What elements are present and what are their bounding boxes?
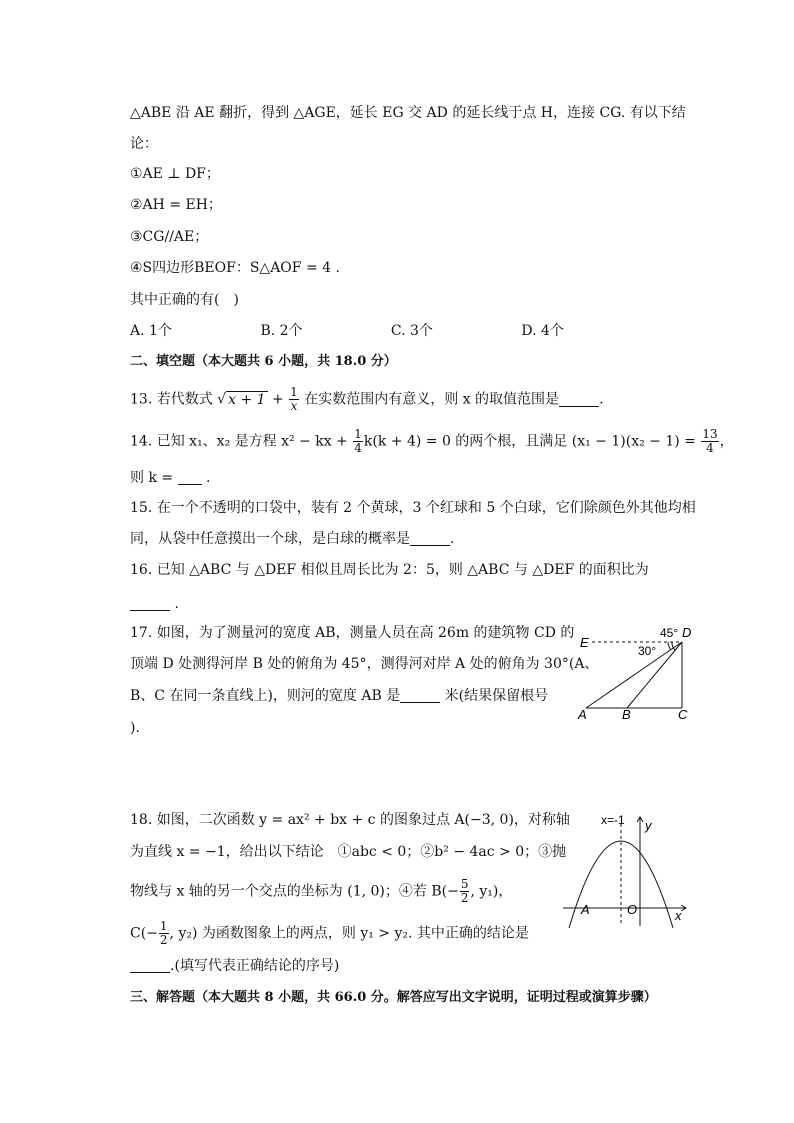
q13-sqrt: x + 1	[228, 391, 266, 408]
question-17-line4: ).	[130, 720, 140, 736]
q17-text-line3: B、C 在同一条直线上)，则河的宽度 AB 是	[130, 688, 401, 704]
question-16	[130, 560, 649, 580]
q12-item-1: ①AE ⊥ DF；	[130, 166, 220, 182]
q12-options	[130, 321, 647, 341]
question-17-line3: B、C 在同一条直线上)，则河的宽度 AB 是 米(结果保留根号	[130, 688, 549, 704]
q14-fraction-2: $\frac{13}{4}$	[702, 427, 718, 455]
fig18-symmetry-label: x=-1	[601, 813, 625, 827]
q17-text: 如图，为了测量河的宽度 AB，测量人员在高 26m 的建筑物 CD 的	[156, 625, 575, 641]
fig17-label-30: 30°	[638, 644, 657, 658]
q12-stem-line2: 论：	[130, 136, 158, 152]
q13-fraction: $\frac{1}{x}$	[290, 385, 298, 413]
q12-item-2: ②AH = EH；	[130, 197, 222, 213]
question-15	[130, 498, 696, 518]
fig18-label-O: O	[627, 902, 638, 917]
q15-text-line2: 同，从袋中任意摸出一个球，是白球的概率是	[130, 531, 410, 547]
fig17-label-A: A	[578, 707, 587, 722]
question-18-line5: .(填写代表正确结论的序号)	[130, 956, 339, 976]
fig17-angle-arc-2	[668, 642, 671, 650]
fig18-label-x: x	[675, 908, 682, 923]
q18-answer-blank[interactable]	[130, 958, 170, 973]
question-14-line2: 则 k = .	[130, 470, 211, 486]
q18-number: 18.	[130, 812, 153, 828]
question-18-line3: 物线与 x 轴的另一个交点的坐标为 (1, 0)；④若 B(− $\frac{5}{2}$ , y₁)，	[130, 877, 513, 905]
q18-text-line4: C(−	[130, 925, 158, 942]
question-13: 13. 若代数式 √ x + 1 + $\frac{1}{x}$ 在实数范围内有意义，则 x 的取值范围是 .	[130, 385, 604, 413]
section-2-heading: 二、填空题（本大题共 6 小题，共 18.0 分）	[130, 354, 397, 369]
fig17-label-C: C	[678, 707, 688, 722]
q14-text: 已知 x₁、x₂ 是方程 x² − kx +	[156, 433, 348, 450]
q12-stem-line1: △ABE 沿 AE 翻折，得到 △AGE，延长 EG 交 AD 的延长线于点 H，连接 CG. 有以下结	[130, 105, 686, 121]
q13-text: 若代数式	[156, 391, 213, 408]
fig17-line-AD	[586, 642, 682, 708]
fig18-label-y: y	[645, 818, 652, 833]
q14-fraction: $\frac{1}{4}$	[354, 427, 362, 455]
option-b: B. 2个	[260, 323, 303, 339]
question-18-line4: C(− $\frac{1}{2}$ , y₂) 为函数图象上的两点，则 y₁ > y₂. 其中正确的结论是	[130, 919, 529, 947]
q16-answer-blank[interactable]	[130, 596, 170, 611]
figure-18	[555, 810, 695, 930]
fig17-label-B: B	[622, 707, 631, 722]
q16-text: 已知 △ABC 与 △DEF 相似且周长比为 2：5，则 △ABC 与 △DEF 的面积比为	[156, 562, 649, 578]
figure-17	[572, 622, 698, 724]
q17-number: 17.	[130, 625, 153, 641]
question-18-line2: 为直线 x = −1，给出以下结论 ①abc < 0；②b² − 4ac > 0；③抛	[130, 844, 567, 860]
fig17-label-45: 45°	[660, 626, 679, 640]
q18-fraction-b: $\frac{5}{2}$	[460, 877, 469, 905]
q13-text-post: 在实数范围内有意义，则 x 的取值范围是	[304, 391, 560, 408]
option-d: D. 4个	[521, 323, 564, 339]
question-17	[130, 623, 574, 643]
q12-item-3: ③CG//AE；	[130, 229, 209, 245]
question-17-line2: 顶端 D 处测得河岸 B 处的俯角为 45°，测得河对岸 A 处的俯角为 30°(A、	[130, 656, 599, 672]
q14-answer-blank[interactable]	[178, 470, 202, 485]
question-15-line2: 同，从袋中任意摸出一个球，是白球的概率是 .	[130, 531, 455, 547]
q18-text-line3: 物线与 x 轴的另一个交点的坐标为 (1, 0)；④若 B(−	[130, 883, 459, 900]
q14-number: 14.	[130, 433, 153, 450]
fig17-label-D: D	[682, 625, 692, 640]
q18-text: 如图，二次函数 y = ax² + bx + c 的图象过点 A(−3, 0)，对称轴	[156, 812, 570, 828]
fig18-label-A: A	[581, 902, 590, 917]
q16-number: 16.	[130, 562, 153, 578]
q17-answer-blank[interactable]	[400, 688, 440, 703]
q12-item-4: ④S四边形BEOF：S△AOF = 4 .	[130, 260, 340, 276]
q13-number: 13.	[130, 391, 153, 408]
q15-number: 15.	[130, 500, 153, 516]
section-3-heading: 三、解答题（本大题共 8 小题，共 66.0 分。解答应写出文字说明，证明过程或演算步骤）	[130, 990, 657, 1005]
fig17-label-E: E	[580, 635, 589, 650]
q18-fraction-c: $\frac{1}{2}$	[159, 919, 168, 947]
q14-text-mid: k(k + 4) = 0 的两个根，且满足 (x₁ − 1)(x₂ − 1) =	[363, 433, 696, 450]
question-16-line2: .	[130, 594, 179, 614]
q12-question: 其中正确的有( )	[130, 292, 239, 308]
q15-text: 在一个不透明的口袋中，装有 2 个黄球，3 个红球和 5 个白球，它们除颜色外其他均相	[156, 500, 696, 516]
q15-answer-blank[interactable]	[410, 531, 450, 546]
q14-text-line2: 则 k =	[130, 470, 174, 486]
question-14: 14. 已知 x₁、x₂ 是方程 x² − kx + $\frac{1}{4}$ k(k + 4) = 0 的两个根，且满足 (x₁ − 1)(x₂ − 1) = $\frac{13}{4}$ ，	[130, 427, 734, 455]
option-c: C. 3个	[390, 323, 433, 339]
question-18	[130, 810, 570, 830]
option-a: A. 1个	[130, 323, 172, 339]
q13-answer-blank[interactable]	[559, 392, 599, 407]
